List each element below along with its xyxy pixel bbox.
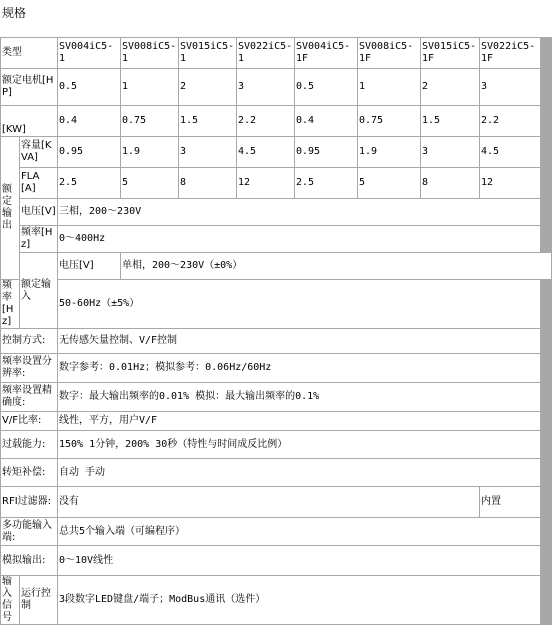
spec-table: [0, 37, 552, 625]
analog-output-value: 0～10V线性: [58, 546, 540, 575]
label-output-voltage: 电压[V]: [20, 199, 57, 225]
model-header: SV004iC5-1F: [295, 38, 357, 68]
torque-boost-value: 自动 手动: [58, 459, 540, 486]
fla-cell: 2.5: [295, 168, 357, 198]
label-multi-input: 多功能输入端:: [1, 518, 57, 545]
label-input-voltage: 电压[V]: [58, 253, 120, 279]
model-header: SV004iC5-1: [58, 38, 120, 68]
input-voltage-value: 单相，200～230V（±0%）: [121, 253, 551, 279]
label-type: 类型: [1, 38, 57, 68]
table-row-kva: [1, 137, 551, 167]
kw-cell: 0.4: [295, 106, 357, 136]
kva-cell: 1.9: [358, 137, 420, 167]
hp-cell: 1: [121, 69, 178, 105]
table-row-control-method: [1, 329, 551, 353]
run-control-value: 3段数字LED键盘/端子；ModBus通讯（选件）: [58, 576, 540, 624]
label-rfi-filter: RFI过滤器:: [1, 487, 57, 517]
model-header: SV015iC5-1: [179, 38, 236, 68]
input-frequency-value: 50-60Hz（±5%）: [58, 280, 540, 328]
table-row-rfi-filter: [1, 487, 551, 517]
label-fla: FLA [A]: [20, 168, 57, 198]
control-method-value: 无传感矢量控制、V/F控制: [58, 329, 540, 353]
label-freq-resolution: 频率设置分辨率:: [1, 354, 57, 382]
kw-cell: 0.75: [121, 106, 178, 136]
output-voltage-value: 三相，200～230V: [58, 199, 540, 225]
table-row-vf-ratio: [1, 412, 551, 430]
label-capacity: 容量[KVA]: [20, 137, 57, 167]
label-output-group: 额定输出: [1, 137, 19, 279]
hp-cell: 2: [421, 69, 479, 105]
kva-cell: 3: [179, 137, 236, 167]
kw-cell: 0.4: [58, 106, 120, 136]
rfi-none-value: 没有: [58, 487, 479, 517]
fla-cell: 2.5: [58, 168, 120, 198]
kw-cell: 2.2: [237, 106, 294, 136]
label-freq-accuracy: 频率设置精确度:: [1, 383, 57, 411]
table-row-output-frequency: [1, 226, 551, 252]
rfi-builtin-value: 内置: [480, 487, 540, 517]
label-vf-ratio: V/F比率:: [1, 412, 57, 430]
kw-cell: 2.2: [480, 106, 540, 136]
table-row-fla: [1, 168, 551, 198]
label-input-frequency: 频率[Hz]: [1, 280, 19, 328]
table-row-torque-boost: [1, 459, 551, 486]
table-row-analog-output: [1, 546, 551, 575]
kw-cell: 1.5: [179, 106, 236, 136]
label-analog-output: 模拟输出:: [1, 546, 57, 575]
hp-cell: 1: [358, 69, 420, 105]
label-run-control: 运行控制: [20, 576, 57, 624]
kva-cell: 3: [421, 137, 479, 167]
model-header: SV022iC5-1F: [480, 38, 540, 68]
table-row-multi-input: [1, 518, 551, 545]
kw-cell: 1.5: [421, 106, 479, 136]
table-row-freq-accuracy: [1, 383, 551, 411]
overload-value: 150% 1分钟，200% 30秒（特性与时间成反比例）: [58, 431, 540, 458]
model-header: SV008iC5-1F: [358, 38, 420, 68]
hp-cell: 0.5: [58, 69, 120, 105]
table-row-input-frequency: [1, 280, 551, 328]
vf-ratio-value: 线性，平方，用户V/F: [58, 412, 540, 430]
table-row-input-voltage: [1, 253, 551, 279]
label-torque-boost: 转矩补偿:: [1, 459, 57, 486]
table-row-overload: [1, 431, 551, 458]
table-row-hp: [1, 69, 551, 105]
label-input-signal: 输入信号: [1, 576, 19, 624]
label-kw: [KW]: [1, 106, 57, 136]
freq-accuracy-value: 数字：最大输出频率的0.01% 模拟：最大输出频率的0.1%: [58, 383, 540, 411]
fla-cell: 12: [480, 168, 540, 198]
freq-resolution-value: 数字参考：0.01Hz；模拟参考：0.06Hz/60Hz: [58, 354, 540, 382]
fla-cell: 8: [179, 168, 236, 198]
kva-cell: 0.95: [295, 137, 357, 167]
table-row-output-voltage: [1, 199, 551, 225]
multi-input-value: 总共5个输入端（可编程序）: [58, 518, 540, 545]
fla-cell: 5: [121, 168, 178, 198]
hp-cell: 3: [237, 69, 294, 105]
page-title: 规格: [2, 6, 27, 20]
model-header: SV015iC5-1F: [421, 38, 479, 68]
table-row-run-control: [1, 576, 551, 624]
model-header: SV008iC5-1: [121, 38, 178, 68]
output-frequency-value: 0～400Hz: [58, 226, 540, 252]
kva-cell: 1.9: [121, 137, 178, 167]
model-header: SV022iC5-1: [237, 38, 294, 68]
table-row-freq-resolution: [1, 354, 551, 382]
fla-cell: 12: [237, 168, 294, 198]
hp-cell: 3: [480, 69, 540, 105]
table-row-kw: [1, 106, 551, 136]
label-input-group: 额定输入: [20, 253, 57, 328]
fla-cell: 8: [421, 168, 479, 198]
label-output-frequency: 频率[Hz]: [20, 226, 57, 252]
table-row-type: [1, 38, 551, 68]
label-control-method: 控制方式:: [1, 329, 57, 353]
fla-cell: 5: [358, 168, 420, 198]
label-rated-motor: 额定电机[HP]: [1, 69, 57, 105]
hp-cell: 2: [179, 69, 236, 105]
hp-cell: 0.5: [295, 69, 357, 105]
kva-cell: 4.5: [480, 137, 540, 167]
kva-cell: 0.95: [58, 137, 120, 167]
label-overload: 过载能力:: [1, 431, 57, 458]
kw-cell: 0.75: [358, 106, 420, 136]
kva-cell: 4.5: [237, 137, 294, 167]
